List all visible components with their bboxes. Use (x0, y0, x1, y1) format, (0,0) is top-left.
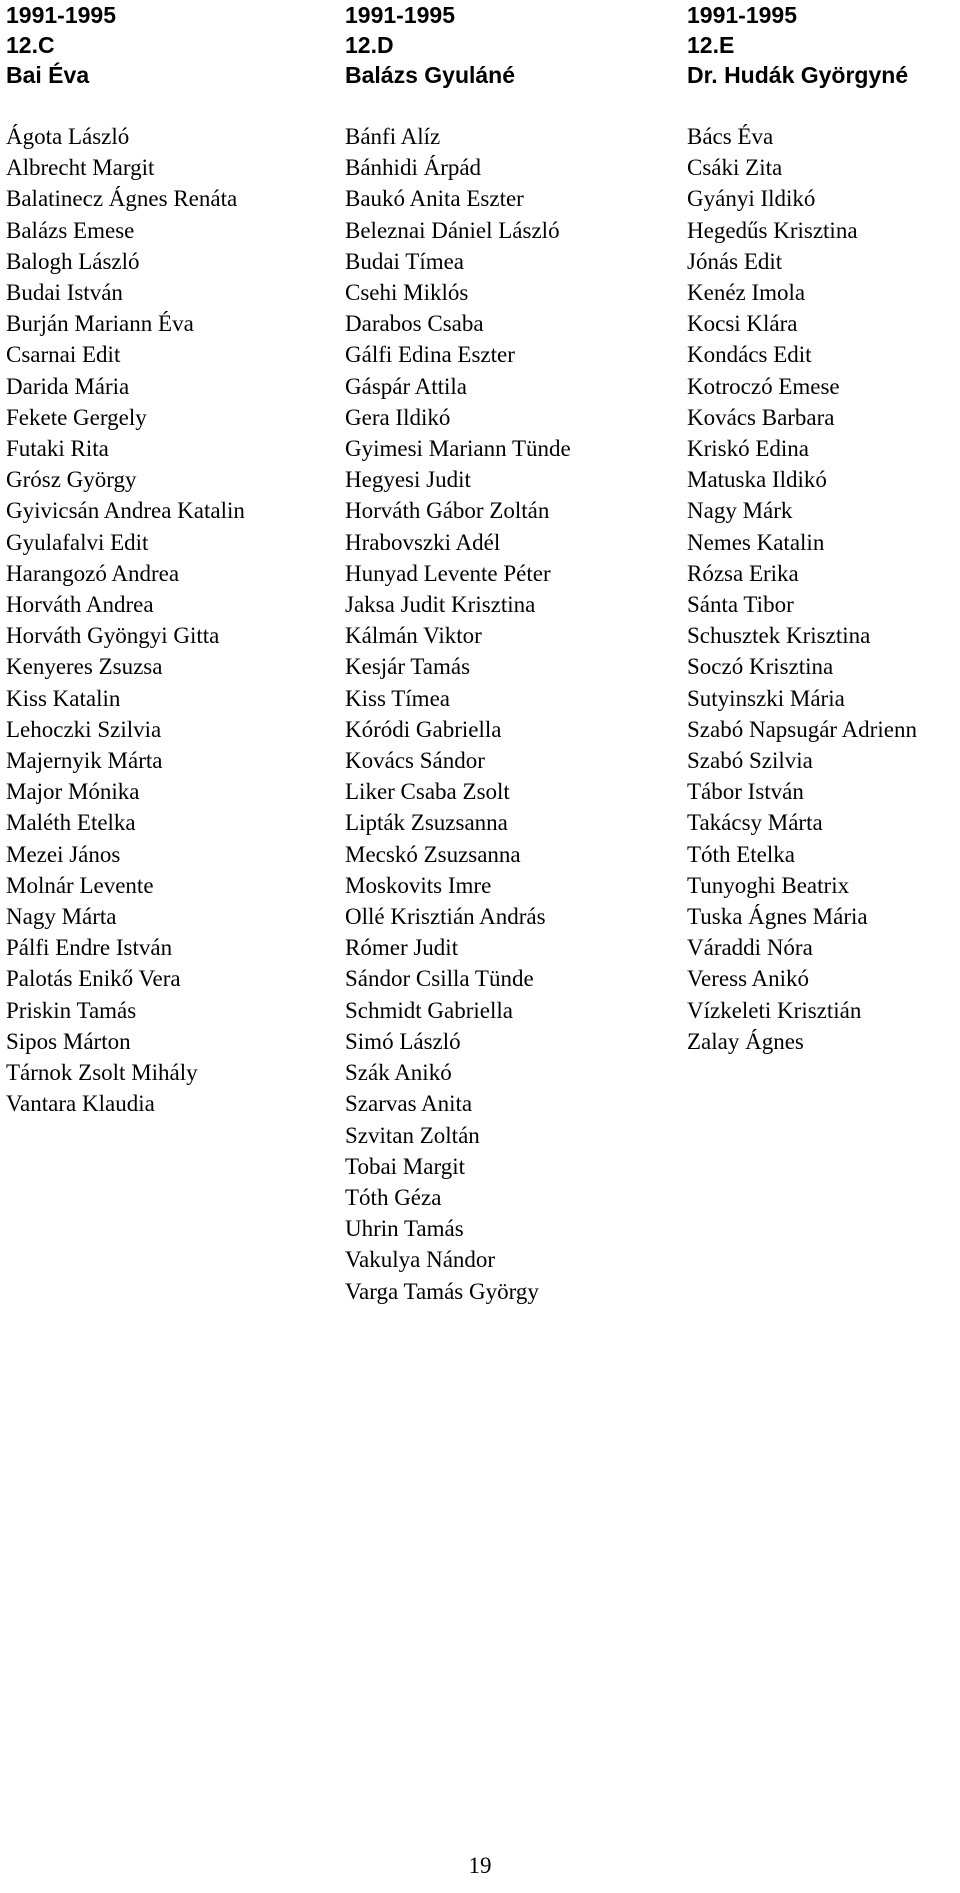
student-name: Moskovits Imre (345, 872, 492, 898)
student-name: Gyulafalvi Edit (6, 529, 149, 555)
student-name: Horváth Andrea (6, 592, 154, 618)
student-name: Csáki Zita (687, 155, 783, 181)
student-name: Simó László (345, 1028, 461, 1054)
student-name: Ágota László (6, 124, 130, 149)
student-list (687, 121, 917, 1057)
student-name: Darabos Csaba (345, 311, 484, 337)
student-name: Tóth Géza (345, 1184, 442, 1210)
student-name: Burján Mariann Éva (6, 311, 194, 337)
class-column-12e (687, 0, 917, 1057)
student-name: Kiss Katalin (6, 685, 121, 711)
student-name: Bánfi Alíz (345, 124, 441, 149)
student-name: Szák Anikó (345, 1060, 452, 1086)
class-name: 12.E (687, 32, 735, 58)
student-name: Kiss Tímea (345, 685, 450, 711)
student-name: Gyányi Ildikó (687, 186, 816, 212)
class-years: 1991-1995 (345, 2, 455, 28)
student-name: Rózsa Erika (687, 560, 799, 586)
student-name: Budai Tímea (345, 248, 465, 274)
student-name: Varga Tamás György (345, 1278, 539, 1304)
student-name: Budai István (6, 280, 123, 306)
student-name: Uhrin Tamás (345, 1216, 464, 1242)
student-name: Horváth Gyöngyi Gitta (6, 623, 220, 649)
student-name: Rómer Judit (345, 935, 459, 961)
student-name: Bács Éva (687, 124, 774, 149)
student-name: Takácsy Márta (687, 810, 823, 836)
student-name: Soczó Krisztina (687, 654, 834, 680)
student-name: Kesjár Tamás (345, 654, 471, 680)
student-name: Gyivicsán Andrea Katalin (6, 498, 245, 524)
student-list (6, 121, 245, 1120)
student-name: Albrecht Margit (6, 155, 155, 181)
student-name: Grósz György (6, 467, 137, 493)
student-name: Veress Anikó (687, 966, 810, 992)
student-name: Vakulya Nándor (345, 1247, 496, 1273)
student-name: Hunyad Levente Péter (345, 560, 551, 586)
class-name: 12.D (345, 32, 394, 58)
class-name: 12.C (6, 32, 55, 58)
student-name: Tábor István (687, 779, 804, 805)
student-name: Tárnok Zsolt Mihály (6, 1060, 198, 1086)
student-name: Balatinecz Ágnes Renáta (6, 186, 238, 212)
student-name: Zalay Ágnes (687, 1028, 804, 1054)
student-name: Priskin Tamás (6, 997, 137, 1023)
student-name: Lehoczki Szilvia (6, 716, 162, 742)
student-name: Lipták Zsuzsanna (345, 810, 508, 836)
student-name: Harangozó Andrea (6, 560, 180, 586)
student-name: Mezei János (6, 841, 121, 867)
student-name: Kovács Barbara (687, 404, 835, 430)
class-header (6, 0, 245, 90)
student-name: Kóródi Gabriella (345, 716, 502, 742)
student-name: Gera Ildikó (345, 404, 451, 430)
class-header (345, 0, 571, 90)
class-column-12c (6, 0, 245, 1120)
student-name: Schmidt Gabriella (345, 997, 513, 1023)
student-name: Sutyinszki Mária (687, 685, 845, 711)
student-list (345, 121, 571, 1307)
student-name: Jaksa Judit Krisztina (345, 592, 536, 618)
student-name: Kovács Sándor (345, 748, 485, 774)
student-name: Kriskó Edina (687, 436, 810, 462)
student-name: Jónás Edit (687, 248, 783, 274)
class-teacher: Bai Éva (6, 62, 90, 88)
class-teacher: Dr. Hudák Györgyné (687, 62, 909, 88)
student-name: Gálfi Edina Eszter (345, 342, 515, 368)
student-name: Sánta Tibor (687, 592, 794, 618)
student-name: Mecskó Zsuzsanna (345, 841, 521, 867)
student-name: Kocsi Klára (687, 311, 798, 337)
student-name: Szabó Szilvia (687, 748, 813, 774)
student-name: Schusztek Krisztina (687, 623, 871, 649)
student-name: Hrabovszki Adél (345, 529, 501, 555)
student-name: Szabó Napsugár Adrienn (687, 716, 917, 742)
student-name: Baukó Anita Eszter (345, 186, 524, 212)
student-name: Tuska Ágnes Mária (687, 904, 868, 930)
student-name: Liker Csaba Zsolt (345, 779, 510, 805)
student-name: Csarnai Edit (6, 342, 121, 368)
student-name: Palotás Enikő Vera (6, 966, 181, 992)
student-name: Balogh László (6, 248, 140, 274)
student-name: Pálfi Endre István (6, 935, 173, 961)
student-name: Ollé Krisztián András (345, 904, 546, 930)
student-name: Szarvas Anita (345, 1091, 473, 1117)
class-column-12d (345, 0, 571, 1307)
student-name: Csehi Miklós (345, 280, 469, 306)
student-name: Tunyoghi Beatrix (687, 872, 850, 898)
page-number: 19 (468, 1853, 492, 1878)
student-name: Gáspár Attila (345, 373, 467, 399)
student-name: Vízkeleti Krisztián (687, 997, 862, 1023)
student-name: Majernyik Márta (6, 748, 163, 774)
student-name: Sipos Márton (6, 1028, 131, 1054)
student-name: Hegedűs Krisztina (687, 217, 858, 243)
student-name: Bánhidi Árpád (345, 155, 482, 181)
student-name: Hegyesi Judit (345, 467, 471, 493)
student-name: Beleznai Dániel László (345, 217, 560, 243)
student-name: Matuska Ildikó (687, 467, 827, 493)
student-name: Kálmán Viktor (345, 623, 482, 649)
student-name: Tobai Margit (345, 1153, 465, 1179)
class-years: 1991-1995 (6, 2, 116, 28)
student-name: Nagy Márta (6, 904, 117, 930)
student-name: Fekete Gergely (6, 404, 147, 430)
student-name: Balázs Emese (6, 217, 135, 243)
student-name: Vantara Klaudia (6, 1091, 155, 1117)
class-years: 1991-1995 (687, 2, 797, 28)
student-name: Sándor Csilla Tünde (345, 966, 534, 992)
student-name: Tóth Etelka (687, 841, 795, 867)
student-name: Maléth Etelka (6, 810, 136, 836)
class-teacher: Balázs Gyuláné (345, 62, 516, 88)
student-name: Váraddi Nóra (687, 935, 813, 961)
student-name: Darida Mária (6, 373, 130, 399)
student-name: Kotroczó Emese (687, 373, 840, 399)
student-name: Kondács Edit (687, 342, 812, 368)
student-name: Molnár Levente (6, 872, 154, 898)
student-name: Horváth Gábor Zoltán (345, 498, 550, 524)
student-name: Gyimesi Mariann Tünde (345, 436, 571, 462)
student-name: Major Mónika (6, 779, 140, 805)
class-header (687, 0, 917, 90)
student-name: Kenéz Imola (687, 280, 806, 306)
student-name: Nagy Márk (687, 498, 793, 524)
student-name: Kenyeres Zsuzsa (6, 654, 163, 680)
student-name: Nemes Katalin (687, 529, 825, 555)
student-name: Szvitan Zoltán (345, 1122, 480, 1148)
student-name: Futaki Rita (6, 436, 109, 462)
